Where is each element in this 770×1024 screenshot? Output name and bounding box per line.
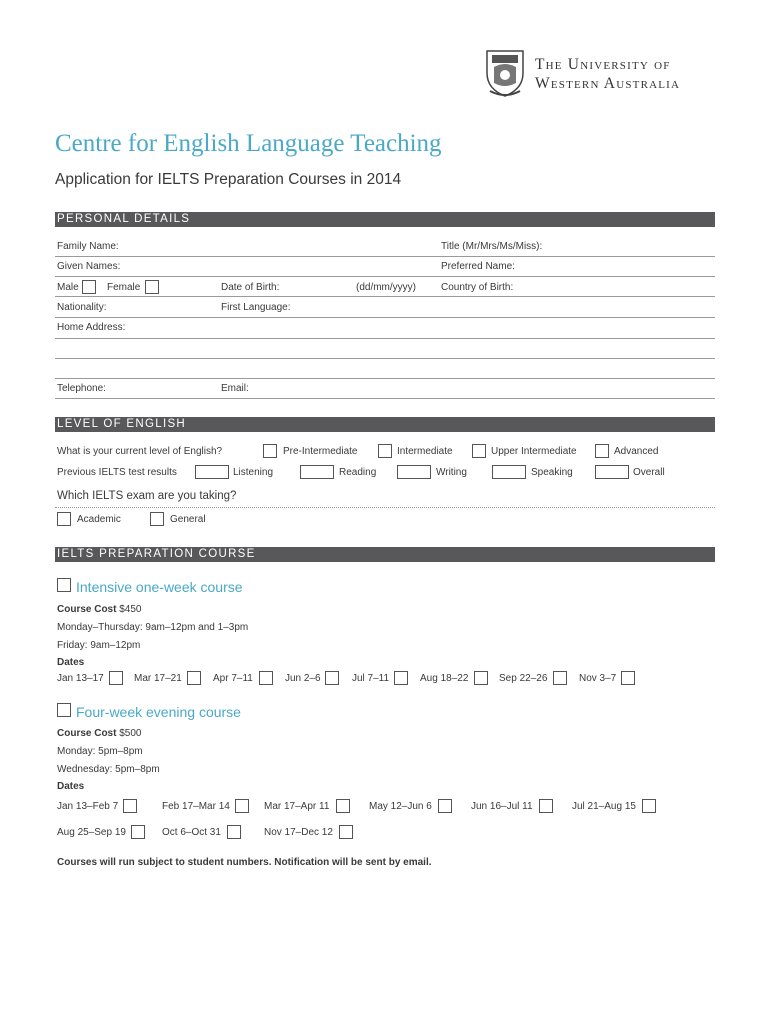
divider (55, 296, 715, 297)
fourweek-date: Feb 17–Mar 14 (162, 801, 230, 812)
overall-score-field[interactable] (595, 465, 629, 479)
upper-intermediate-label: Upper Intermediate (491, 446, 577, 457)
page-subtitle: Application for IELTS Preparation Courses in 2014 (55, 171, 402, 188)
advanced-label: Advanced (614, 446, 659, 457)
writing-score-field[interactable] (397, 465, 431, 479)
fourweek-date: Jun 16–Jul 11 (471, 801, 533, 812)
fourweek-dates-label: Dates (57, 781, 85, 792)
overall-label: Overall (633, 467, 665, 478)
ielts-results-label: Previous IELTS test results (57, 467, 177, 478)
fourweek-cost (57, 728, 141, 739)
personal-details-header: PERSONAL DETAILS (55, 212, 715, 227)
intensive-cost-label: Course Cost (57, 604, 117, 615)
divider (55, 317, 715, 318)
telephone-label: Telephone: (57, 383, 106, 394)
speaking-label: Speaking (531, 467, 573, 478)
family-name-label: Family Name: (57, 241, 119, 252)
intensive-date-checkbox[interactable] (187, 671, 201, 685)
intensive-date: Apr 7–11 (213, 673, 253, 684)
level-of-english-header: LEVEL OF ENGLISH (55, 417, 715, 432)
fourweek-course-checkbox[interactable] (57, 703, 71, 717)
pre-intermediate-checkbox[interactable] (263, 444, 277, 458)
fourweek-cost-label: Course Cost (57, 728, 117, 739)
fourweek-date-checkbox[interactable] (438, 799, 452, 813)
nationality-label: Nationality: (57, 302, 107, 313)
dob-label: Date of Birth: (221, 282, 280, 293)
divider (55, 276, 715, 277)
male-checkbox[interactable] (82, 280, 96, 294)
fourweek-date-checkbox[interactable] (123, 799, 137, 813)
intermediate-checkbox[interactable] (378, 444, 392, 458)
page-title: Centre for English Language Teaching (55, 130, 442, 157)
intensive-date: Mar 17–21 (134, 673, 182, 684)
home-address-label: Home Address: (57, 322, 126, 333)
intensive-schedule-2: Friday: 9am–12pm (57, 640, 141, 651)
writing-label: Writing (436, 467, 467, 478)
pre-intermediate-label: Pre-Intermediate (283, 446, 358, 457)
title-label: Title (Mr/Mrs/Ms/Miss): (441, 241, 543, 252)
fourweek-cost-value: $500 (119, 728, 142, 739)
divider (55, 256, 715, 257)
given-names-label: Given Names: (57, 261, 121, 272)
divider (55, 338, 715, 339)
preparation-course-header: IELTS PREPARATION COURSE (55, 547, 715, 562)
intensive-date-checkbox[interactable] (109, 671, 123, 685)
intensive-date: Jan 13–17 (57, 673, 104, 684)
fourweek-date-checkbox[interactable] (227, 825, 241, 839)
intensive-date-checkbox[interactable] (394, 671, 408, 685)
fourweek-date: Jul 21–Aug 15 (572, 801, 636, 812)
intensive-cost (57, 604, 141, 615)
intensive-date-checkbox[interactable] (474, 671, 488, 685)
intensive-date-checkbox[interactable] (259, 671, 273, 685)
female-checkbox[interactable] (145, 280, 159, 294)
listening-label: Listening (233, 467, 274, 478)
country-of-birth-label: Country of Birth: (441, 282, 514, 293)
intensive-cost-value: $450 (119, 604, 142, 615)
speaking-score-field[interactable] (492, 465, 526, 479)
intensive-date: Aug 18–22 (420, 673, 469, 684)
university-crest-logo (484, 47, 526, 99)
fourweek-date-checkbox[interactable] (336, 799, 350, 813)
exam-question: Which IELTS exam are you taking? (57, 490, 237, 502)
intensive-date-checkbox[interactable] (553, 671, 567, 685)
university-name (535, 55, 680, 93)
advanced-checkbox[interactable] (595, 444, 609, 458)
male-label: Male (57, 282, 79, 293)
divider (55, 398, 715, 399)
intensive-date: Jul 7–11 (352, 673, 390, 684)
fourweek-date-checkbox[interactable] (235, 799, 249, 813)
university-name-line2: Western Australia (535, 75, 681, 92)
academic-checkbox[interactable] (57, 512, 71, 526)
intensive-course-title: Intensive one-week course (76, 579, 243, 595)
course-note: Courses will run subject to student numbers. Notification will be sent by email. (57, 857, 432, 868)
divider (55, 378, 715, 379)
listening-score-field[interactable] (195, 465, 229, 479)
fourweek-date: Jan 13–Feb 7 (57, 801, 119, 812)
upper-intermediate-checkbox[interactable] (472, 444, 486, 458)
intermediate-label: Intermediate (397, 446, 453, 457)
academic-label: Academic (77, 514, 121, 525)
reading-label: Reading (339, 467, 377, 478)
reading-score-field[interactable] (300, 465, 334, 479)
general-checkbox[interactable] (150, 512, 164, 526)
intensive-date: Sep 22–26 (499, 673, 548, 684)
email-label: Email: (221, 383, 249, 394)
preferred-name-label: Preferred Name: (441, 261, 515, 272)
fourweek-date: May 12–Jun 6 (369, 801, 432, 812)
intensive-date-checkbox[interactable] (621, 671, 635, 685)
level-question: What is your current level of English? (57, 446, 223, 457)
divider (55, 358, 715, 359)
fourweek-date: Nov 17–Dec 12 (264, 827, 333, 838)
intensive-schedule-1: Monday–Thursday: 9am–12pm and 1–3pm (57, 622, 249, 633)
university-name-line1: The University of (535, 56, 671, 73)
female-label: Female (107, 282, 141, 293)
first-language-label: First Language: (221, 302, 291, 313)
intensive-date: Jun 2–6 (285, 673, 321, 684)
intensive-date-checkbox[interactable] (325, 671, 339, 685)
general-label: General (170, 514, 206, 525)
fourweek-course-title: Four-week evening course (76, 704, 241, 720)
fourweek-date-checkbox[interactable] (539, 799, 553, 813)
fourweek-date: Aug 25–Sep 19 (57, 827, 126, 838)
intensive-course-checkbox[interactable] (57, 578, 71, 592)
intensive-dates-label: Dates (57, 657, 85, 668)
fourweek-schedule-1: Monday: 5pm–8pm (57, 746, 143, 757)
dob-format-hint: (dd/mm/yyyy) (356, 282, 416, 293)
dotted-divider (55, 507, 715, 508)
fourweek-date: Oct 6–Oct 31 (162, 827, 221, 838)
fourweek-schedule-2: Wednesday: 5pm–8pm (57, 764, 160, 775)
fourweek-date-checkbox[interactable] (131, 825, 145, 839)
fourweek-date-checkbox[interactable] (642, 799, 656, 813)
fourweek-date: Mar 17–Apr 11 (264, 801, 330, 812)
intensive-date: Nov 3–7 (579, 673, 617, 684)
fourweek-date-checkbox[interactable] (339, 825, 353, 839)
